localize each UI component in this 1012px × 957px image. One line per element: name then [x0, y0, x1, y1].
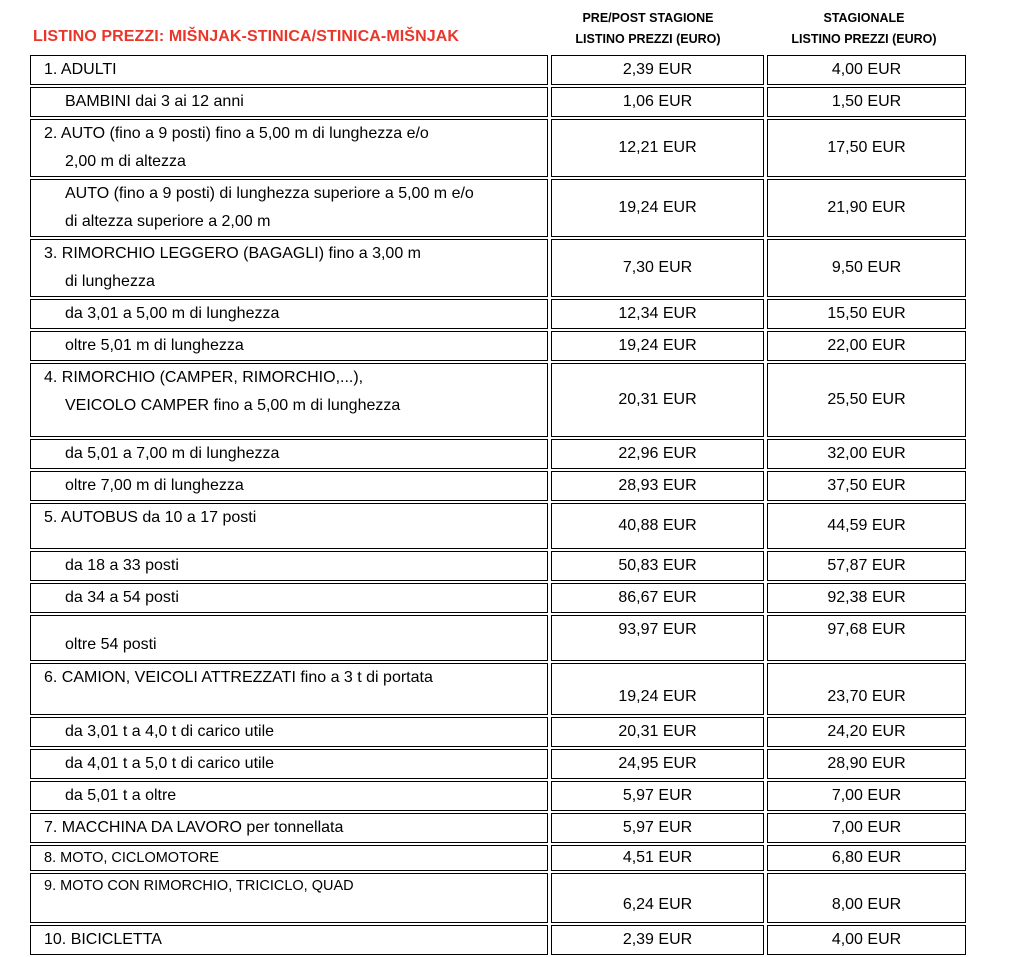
row-label: 5. AUTOBUS da 10 a 17 posti	[30, 503, 548, 549]
price-seasonal: 15,50 EUR	[767, 299, 966, 329]
price-pre-post: 2,39 EUR	[551, 925, 764, 955]
table-row	[30, 119, 966, 177]
row-label: da 3,01 t a 4,0 t di carico utile	[30, 717, 548, 747]
price-seasonal: 17,50 EUR	[767, 119, 966, 177]
column-header-seasonal	[764, 8, 964, 50]
row-label: oltre 5,01 m di lunghezza	[30, 331, 548, 361]
price-seasonal: 24,20 EUR	[767, 717, 966, 747]
price-seasonal: 25,50 EUR	[767, 363, 966, 437]
price-seasonal: 57,87 EUR	[767, 551, 966, 581]
price-pre-post: 24,95 EUR	[551, 749, 764, 779]
price-seasonal: 44,59 EUR	[767, 503, 966, 549]
price-pre-post: 20,31 EUR	[551, 363, 764, 437]
price-pre-post: 50,83 EUR	[551, 551, 764, 581]
row-label-line: 2,00 m di altezza	[65, 153, 186, 170]
price-pre-post: 12,34 EUR	[551, 299, 764, 329]
price-pre-post: 28,93 EUR	[551, 471, 764, 501]
column-header-pre-post	[548, 8, 748, 50]
row-label: da 4,01 t a 5,0 t di carico utile	[30, 749, 548, 779]
row-label-line: 4. RIMORCHIO (CAMPER, RIMORCHIO,...),	[44, 369, 364, 386]
table-row	[30, 239, 966, 297]
price-seasonal: 4,00 EUR	[767, 925, 966, 955]
row-label-line: di altezza superiore a 2,00 m	[65, 213, 271, 230]
page-title: LISTINO PREZZI: MIŠNJAK-STINICA/STINICA-MIŠNJAK	[33, 28, 460, 45]
price-seasonal: 37,50 EUR	[767, 471, 966, 501]
table-row	[30, 551, 966, 581]
row-label: da 3,01 a 5,00 m di lunghezza	[30, 299, 548, 329]
column-header-line: LISTINO PREZZI (EURO)	[791, 32, 937, 46]
row-label-line: 3. RIMORCHIO LEGGERO (BAGAGLI) fino a 3,00 m	[44, 245, 421, 262]
table-row	[30, 925, 966, 955]
table-row	[30, 813, 966, 843]
row-label	[30, 119, 548, 177]
price-pre-post: 1,06 EUR	[551, 87, 764, 117]
column-header-line: PRE/POST STAGIONE	[582, 11, 714, 25]
price-pre-post: 2,39 EUR	[551, 55, 764, 85]
row-label: oltre 54 posti	[30, 615, 548, 661]
row-label: da 34 a 54 posti	[30, 583, 548, 613]
price-seasonal: 22,00 EUR	[767, 331, 966, 361]
table-row	[30, 615, 966, 661]
table-row	[30, 873, 966, 923]
table-row	[30, 299, 966, 329]
table-row	[30, 179, 966, 237]
table-row	[30, 471, 966, 501]
row-label-line: di lunghezza	[65, 273, 155, 290]
price-pre-post: 12,21 EUR	[551, 119, 764, 177]
row-label: 1. ADULTI	[30, 55, 548, 85]
table-row	[30, 845, 966, 871]
row-label-line: AUTO (fino a 9 posti) di lunghezza superiore a 5,00 m e/o	[65, 185, 474, 202]
table-row	[30, 781, 966, 811]
price-pre-post: 5,97 EUR	[551, 813, 764, 843]
price-pre-post: 93,97 EUR	[551, 615, 764, 661]
row-label: da 5,01 t a oltre	[30, 781, 548, 811]
price-pre-post: 6,24 EUR	[551, 873, 764, 923]
row-label	[30, 363, 548, 437]
price-pre-post: 4,51 EUR	[551, 845, 764, 871]
table-row	[30, 87, 966, 117]
price-pre-post: 40,88 EUR	[551, 503, 764, 549]
table-row	[30, 503, 966, 549]
price-pre-post: 5,97 EUR	[551, 781, 764, 811]
price-seasonal: 4,00 EUR	[767, 55, 966, 85]
row-label	[30, 239, 548, 297]
row-label: 6. CAMION, VEICOLI ATTREZZATI fino a 3 t di portata	[30, 663, 548, 715]
row-label: 7. MACCHINA DA LAVORO per tonnellata	[30, 813, 548, 843]
table-row	[30, 439, 966, 469]
column-header-line: LISTINO PREZZI (EURO)	[575, 32, 721, 46]
price-pre-post: 19,24 EUR	[551, 331, 764, 361]
price-seasonal: 92,38 EUR	[767, 583, 966, 613]
row-label-line: 2. AUTO (fino a 9 posti) fino a 5,00 m di lunghezza e/o	[44, 125, 429, 142]
table-row	[30, 583, 966, 613]
price-pre-post: 86,67 EUR	[551, 583, 764, 613]
price-pre-post: 22,96 EUR	[551, 439, 764, 469]
price-seasonal: 1,50 EUR	[767, 87, 966, 117]
price-seasonal: 32,00 EUR	[767, 439, 966, 469]
table-row	[30, 717, 966, 747]
row-label: da 5,01 a 7,00 m di lunghezza	[30, 439, 548, 469]
price-seasonal: 21,90 EUR	[767, 179, 966, 237]
row-label	[30, 179, 548, 237]
price-seasonal: 8,00 EUR	[767, 873, 966, 923]
table-row	[30, 363, 966, 437]
price-pre-post: 19,24 EUR	[551, 663, 764, 715]
price-table	[30, 53, 966, 957]
price-seasonal: 97,68 EUR	[767, 615, 966, 661]
table-row	[30, 331, 966, 361]
row-label: da 18 a 33 posti	[30, 551, 548, 581]
row-label: 9. MOTO CON RIMORCHIO, TRICICLO, QUAD	[30, 873, 548, 923]
row-label: 10. BICICLETTA	[30, 925, 548, 955]
row-label: oltre 7,00 m di lunghezza	[30, 471, 548, 501]
price-pre-post: 19,24 EUR	[551, 179, 764, 237]
price-seasonal: 7,00 EUR	[767, 813, 966, 843]
price-seasonal: 23,70 EUR	[767, 663, 966, 715]
row-label-line: VEICOLO CAMPER fino a 5,00 m di lunghezza	[65, 397, 401, 414]
row-label: BAMBINI dai 3 ai 12 anni	[30, 87, 548, 117]
price-seasonal: 28,90 EUR	[767, 749, 966, 779]
table-row	[30, 749, 966, 779]
price-seasonal: 6,80 EUR	[767, 845, 966, 871]
price-pre-post: 7,30 EUR	[551, 239, 764, 297]
table-row	[30, 663, 966, 715]
row-label: 8. MOTO, CICLOMOTORE	[30, 845, 548, 871]
table-row	[30, 55, 966, 85]
price-seasonal: 9,50 EUR	[767, 239, 966, 297]
column-header-line: STAGIONALE	[823, 11, 905, 25]
price-pre-post: 20,31 EUR	[551, 717, 764, 747]
price-seasonal: 7,00 EUR	[767, 781, 966, 811]
